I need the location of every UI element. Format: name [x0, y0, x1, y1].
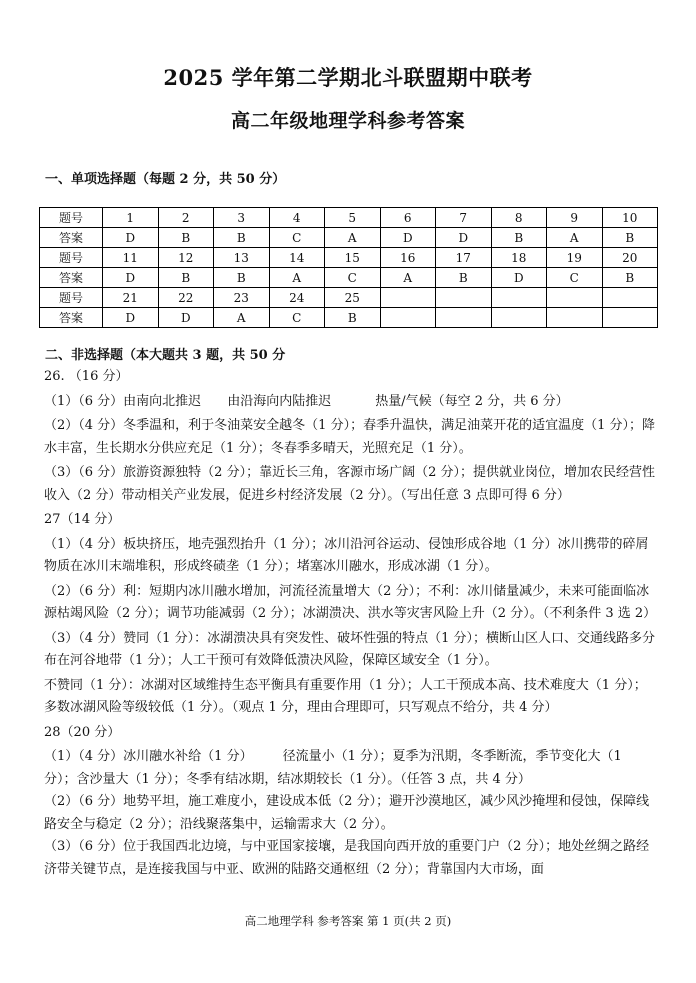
answer-key-subtitle: 高二年级地理学科参考答案 — [230, 110, 465, 132]
table-cell: 9 — [547, 208, 603, 228]
table-cell — [380, 288, 436, 308]
answer-content — [44, 366, 656, 881]
table-cell: B — [602, 228, 658, 248]
table-cell — [547, 288, 603, 308]
table-cell: 8 — [491, 208, 547, 228]
q26-part2: （2）（4 分）冬季温和，利于冬油菜安全越冬（1 分）；春季升温快，满足油菜开花的适宜温度（1 分）；降水丰富，生长期水分供应充足（1 分）；冬春季多晴天，光照充足（1 分）。 — [44, 418, 655, 456]
table-row-header: 题号 — [40, 288, 103, 308]
table-cell: A — [547, 228, 603, 248]
table-cell: B — [436, 268, 492, 288]
table-cell: 14 — [269, 248, 325, 268]
table-cell — [491, 308, 547, 328]
table-cell — [602, 308, 658, 328]
q27-part2: （2）（6 分）利：短期内冰川融水增加，河流径流量增大（2 分）；不利：冰川储量减少，未来可能面临冰源枯竭风险（2 分）；调节功能减弱（2 分）；冰湖溃决、洪水等灾害风险上升（2 分）。（不利条件 3 选 2） — [44, 583, 657, 621]
page-footer: 高二地理学科 参考答案 第 1 页(共 2 页) — [244, 914, 452, 928]
table-cell: 23 — [214, 288, 270, 308]
table-cell: D — [103, 228, 159, 248]
table-cell: B — [602, 268, 658, 288]
table-cell: C — [547, 268, 603, 288]
q28-part1-b: 径流量小（1 分）；夏季为汛期，冬季断流，季节变化大（1 分）；含沙量大（1 分）；冬季有结冰期，结冰期较长（1 分）。（任答 3 点，共 4 分） — [44, 749, 622, 787]
q26-part1 — [44, 391, 656, 414]
table-cell: 12 — [158, 248, 214, 268]
table-cell: D — [103, 268, 159, 288]
table-cell — [436, 308, 492, 328]
table-cell: A — [325, 228, 381, 248]
table-cell: D — [491, 268, 547, 288]
table-row-header: 答案 — [40, 268, 103, 288]
table-cell: D — [158, 308, 214, 328]
table-row-header: 答案 — [40, 228, 103, 248]
q26-part1-b: 由沿海向内陆推迟 — [227, 393, 332, 409]
table-cell: D — [380, 228, 436, 248]
table-cell — [491, 288, 547, 308]
table-cell: 17 — [436, 248, 492, 268]
q28-part1-a: （1）（4 分）冰川融水补给（1 分） — [44, 749, 253, 764]
table-cell: 5 — [325, 208, 381, 228]
q27-part3-alt: 不赞同（1 分）：冰湖对区域维持生态平衡具有重要作用（1 分）；人工干预成本高、技术难度大（1 分）；多数冰湖风险等级较低（1 分）。（观点 1 分，理由合理即可，只写观点不给分，共 4 分） — [44, 677, 647, 715]
table-cell: 15 — [325, 248, 381, 268]
section-2-heading: 二、非选择题（本大题共 3 题，共 50 分 — [45, 348, 286, 363]
q26-heading: 26. （16 分） — [44, 369, 129, 384]
table-cell: B — [158, 228, 214, 248]
table-row — [40, 308, 658, 328]
q26-part1-a: （1）（6 分）由南向北推迟 — [44, 393, 202, 409]
table-cell: 25 — [325, 288, 381, 308]
table-cell: A — [214, 308, 270, 328]
exam-title: 2025 学年第二学期北斗联盟期中联考 — [163, 65, 533, 90]
answer-table — [39, 207, 658, 328]
table-cell: 19 — [547, 248, 603, 268]
table-row — [40, 248, 658, 268]
table-cell: 22 — [158, 288, 214, 308]
table-cell — [547, 308, 603, 328]
table-cell: 1 — [103, 208, 159, 228]
table-cell: 3 — [214, 208, 270, 228]
table-row-header: 题号 — [40, 248, 103, 268]
table-row-header: 答案 — [40, 308, 103, 328]
table-cell: A — [380, 268, 436, 288]
table-cell: 7 — [436, 208, 492, 228]
q28-part1 — [44, 746, 656, 791]
table-cell: 2 — [158, 208, 214, 228]
table-row — [40, 228, 658, 248]
table-cell — [602, 288, 658, 308]
table-cell — [436, 288, 492, 308]
table-row-header: 题号 — [40, 208, 103, 228]
table-cell: 6 — [380, 208, 436, 228]
table-cell: B — [214, 228, 270, 248]
table-cell: 16 — [380, 248, 436, 268]
table-cell: 24 — [269, 288, 325, 308]
q26-part1-c: 热量/气候（每空 2 分，共 6 分） — [375, 393, 569, 409]
section-1-heading: 一、单项选择题（每题 2 分，共 50 分） — [45, 172, 286, 187]
table-row — [40, 208, 658, 228]
q27-part1: （1）（4 分）板块挤压，地壳强烈抬升（1 分）；冰川沿河谷运动、侵蚀形成谷地（1 分）冰川携带的碎屑物质在冰川末端堆积，形成终碛垄（1 分）；堵塞冰川融水，形成冰湖（1 分）。 — [44, 536, 649, 574]
table-cell: C — [269, 228, 325, 248]
table-cell: 11 — [103, 248, 159, 268]
q27-heading: 27（14 分） — [44, 512, 121, 527]
table-cell: C — [325, 268, 381, 288]
table-cell: 10 — [602, 208, 658, 228]
table-cell: 20 — [602, 248, 658, 268]
table-cell: B — [158, 268, 214, 288]
q28-heading: 28（20 分） — [44, 724, 121, 740]
table-cell: 18 — [491, 248, 547, 268]
table-cell: A — [269, 268, 325, 288]
table-cell: 4 — [269, 208, 325, 228]
table-cell: 13 — [214, 248, 270, 268]
table-cell: D — [436, 228, 492, 248]
q27-part3: （3）（4 分）赞同（1 分）：冰湖溃决具有突发性、破坏性强的特点（1 分）；横断山区人口、交通线路多分布在河谷地带（1 分）；人工干预可有效降低溃决风险，保障区域安全（1 分）。 — [44, 630, 655, 668]
table-row — [40, 288, 658, 308]
table-cell — [380, 308, 436, 328]
table-cell: C — [269, 308, 325, 328]
table-row — [40, 268, 658, 288]
table-cell: B — [214, 268, 270, 288]
table-cell: 21 — [103, 288, 159, 308]
q28-part2: （2）（6 分）地势平坦，施工难度小，建设成本低（2 分）；避开沙漠地区，减少风沙掩埋和侵蚀，保障线路安全与稳定（2 分）；沿线聚落集中，运输需求大（2 分）。 — [44, 794, 650, 832]
table-cell: B — [325, 308, 381, 328]
q28-part3: （3）（6 分）位于我国西北边境，与中亚国家接壤，是我国向西开放的重要门户（2 分）；地处丝绸之路经济带关键节点，是连接我国与中亚、欧洲的陆路交通枢纽（2 分）；背靠国内大市场，面 — [44, 839, 650, 877]
table-cell: D — [103, 308, 159, 328]
table-cell: B — [491, 228, 547, 248]
q26-part3: （3）（6 分）旅游资源独特（2 分）；靠近长三角，客源市场广阔（2 分）；提供就业岗位，增加农民经营性收入（2 分）带动相关产业发展，促进乡村经济发展（2 分）。（写出任意 3 点即可得 6 分） — [44, 465, 655, 503]
